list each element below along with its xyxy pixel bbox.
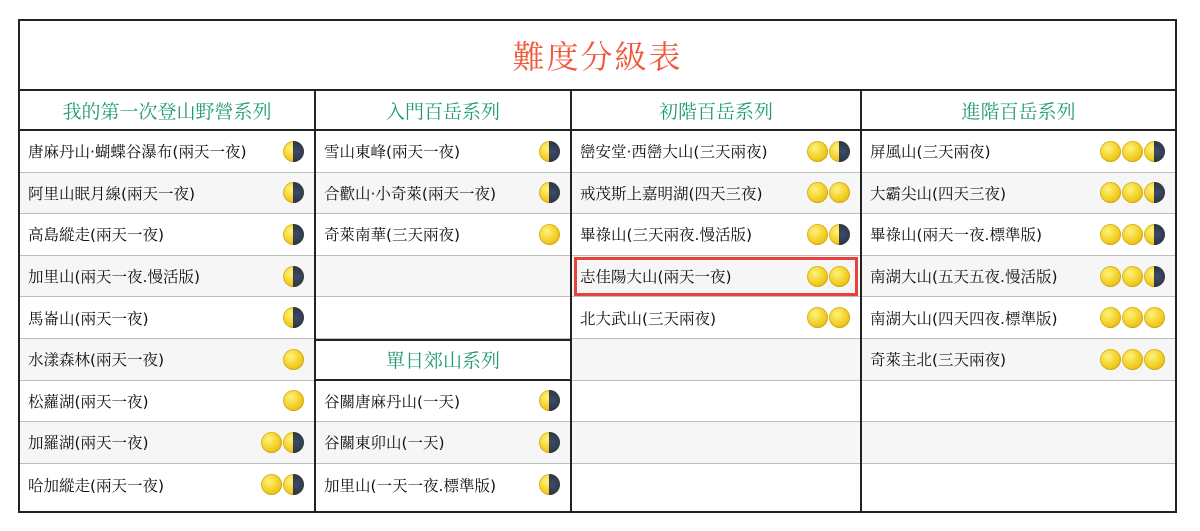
route-name: 加里山(一天一夜.標準版) xyxy=(324,476,497,495)
full-moon-icon xyxy=(807,224,828,245)
route-name: 加里山(兩天一夜.慢活版) xyxy=(28,268,201,287)
table-row xyxy=(316,131,570,173)
half-moon-icon xyxy=(283,474,304,495)
column-header: 我的第一次登山野營系列 xyxy=(20,91,314,131)
half-moon-icon xyxy=(283,182,304,203)
full-moon-icon xyxy=(1122,349,1143,370)
half-moon-icon xyxy=(1144,266,1165,287)
full-moon-icon xyxy=(1144,307,1165,328)
difficulty-rating xyxy=(283,266,314,287)
difficulty-rating xyxy=(807,307,860,328)
difficulty-rating xyxy=(283,141,314,162)
full-moon-icon xyxy=(1122,266,1143,287)
difficulty-rating xyxy=(539,474,570,495)
difficulty-rating xyxy=(283,182,314,203)
table-row xyxy=(316,214,570,256)
difficulty-table xyxy=(18,19,1177,513)
table-row xyxy=(862,173,1175,215)
route-name: 畢祿山(兩天一夜.標準版) xyxy=(870,226,1043,245)
full-moon-icon xyxy=(539,224,560,245)
full-moon-icon xyxy=(1100,182,1121,203)
route-name: 巒安堂·西巒大山(三天兩夜) xyxy=(580,143,768,162)
table-row xyxy=(862,256,1175,298)
half-moon-icon xyxy=(283,224,304,245)
route-name: 奇萊主北(三天兩夜) xyxy=(870,351,1007,370)
table-row xyxy=(862,214,1175,256)
page-title: 難度分級表 xyxy=(512,38,683,76)
difficulty-rating xyxy=(539,432,570,453)
column-junior-peaks xyxy=(570,91,860,513)
table-row xyxy=(862,297,1175,339)
table-row xyxy=(20,131,314,173)
full-moon-icon xyxy=(1100,141,1121,162)
table-row xyxy=(20,214,314,256)
empty-row xyxy=(316,297,570,339)
table-row xyxy=(20,381,314,423)
route-name: 合歡山·小奇萊(兩天一夜) xyxy=(324,184,497,203)
column-header: 初階百岳系列 xyxy=(572,91,860,131)
column-beginner-camping xyxy=(20,91,314,513)
half-moon-icon xyxy=(539,182,560,203)
half-moon-icon xyxy=(539,432,560,453)
difficulty-rating xyxy=(283,349,314,370)
difficulty-rating xyxy=(807,141,860,162)
difficulty-rating xyxy=(539,390,570,411)
route-name: 谷關唐麻丹山(一天) xyxy=(324,392,461,411)
half-moon-icon xyxy=(539,390,560,411)
empty-row xyxy=(572,339,860,381)
half-moon-icon xyxy=(283,432,304,453)
table-row xyxy=(20,256,314,298)
difficulty-rating xyxy=(1100,141,1175,162)
half-moon-icon xyxy=(829,141,850,162)
difficulty-rating xyxy=(283,224,314,245)
full-moon-icon xyxy=(1144,349,1165,370)
route-name: 哈加縱走(兩天一夜) xyxy=(28,476,165,495)
empty-row xyxy=(572,422,860,464)
difficulty-rating xyxy=(261,432,314,453)
route-name: 唐麻丹山·蝴蝶谷瀑布(兩天一夜) xyxy=(28,143,247,162)
difficulty-rating xyxy=(1100,307,1175,328)
column-header: 入門百岳系列 xyxy=(316,91,570,131)
column-header: 進階百岳系列 xyxy=(862,91,1175,131)
full-moon-icon xyxy=(829,182,850,203)
table-row xyxy=(572,297,860,339)
route-name: 大霸尖山(四天三夜) xyxy=(870,184,1007,203)
route-name: 阿里山眠月線(兩天一夜) xyxy=(28,184,196,203)
table-row xyxy=(20,422,314,464)
section-subheader: 單日郊山系列 xyxy=(316,339,570,381)
route-name: 屏風山(三天兩夜) xyxy=(870,143,991,162)
difficulty-rating xyxy=(539,182,570,203)
table-row xyxy=(20,297,314,339)
full-moon-icon xyxy=(261,432,282,453)
full-moon-icon xyxy=(829,266,850,287)
full-moon-icon xyxy=(1100,266,1121,287)
table-row xyxy=(316,464,570,506)
full-moon-icon xyxy=(1122,307,1143,328)
table-row xyxy=(572,214,860,256)
full-moon-icon xyxy=(1122,141,1143,162)
table-row xyxy=(316,422,570,464)
full-moon-icon xyxy=(829,307,850,328)
difficulty-rating xyxy=(1100,224,1175,245)
route-name: 奇萊南華(三天兩夜) xyxy=(324,226,461,245)
difficulty-rating xyxy=(539,224,570,245)
difficulty-rating xyxy=(1100,349,1175,370)
empty-row xyxy=(862,381,1175,423)
full-moon-icon xyxy=(261,474,282,495)
full-moon-icon xyxy=(1100,224,1121,245)
table-row xyxy=(862,131,1175,173)
route-name: 雪山東峰(兩天一夜) xyxy=(324,143,461,162)
table-row xyxy=(316,173,570,215)
half-moon-icon xyxy=(829,224,850,245)
full-moon-icon xyxy=(1100,307,1121,328)
route-name: 南湖大山(五天五夜.慢活版) xyxy=(870,268,1058,287)
table-row xyxy=(20,464,314,506)
half-moon-icon xyxy=(1144,141,1165,162)
empty-row xyxy=(572,464,860,506)
difficulty-rating xyxy=(807,182,860,203)
difficulty-rating xyxy=(283,390,314,411)
difficulty-rating xyxy=(261,474,314,495)
table-row xyxy=(572,256,860,298)
full-moon-icon xyxy=(283,390,304,411)
route-name: 加羅湖(兩天一夜) xyxy=(28,434,149,453)
table-row xyxy=(20,339,314,381)
route-name: 志佳陽大山(兩天一夜) xyxy=(580,268,732,287)
full-moon-icon xyxy=(1122,182,1143,203)
column-advanced-peaks xyxy=(860,91,1175,513)
empty-row xyxy=(862,422,1175,464)
table-row xyxy=(316,381,570,423)
route-name: 高島縱走(兩天一夜) xyxy=(28,226,165,245)
difficulty-rating xyxy=(1100,182,1175,203)
full-moon-icon xyxy=(283,349,304,370)
route-name: 北大武山(三天兩夜) xyxy=(580,309,717,328)
route-name: 戒茂斯上嘉明湖(四天三夜) xyxy=(580,184,763,203)
route-name: 南湖大山(四天四夜.標準版) xyxy=(870,309,1058,328)
half-moon-icon xyxy=(283,141,304,162)
empty-row xyxy=(316,256,570,298)
table-row xyxy=(20,173,314,215)
table-row xyxy=(862,339,1175,381)
half-moon-icon xyxy=(283,266,304,287)
full-moon-icon xyxy=(1122,224,1143,245)
title-row xyxy=(20,21,1175,91)
difficulty-rating xyxy=(283,307,314,328)
full-moon-icon xyxy=(807,141,828,162)
difficulty-rating xyxy=(1100,266,1175,287)
full-moon-icon xyxy=(807,307,828,328)
full-moon-icon xyxy=(807,182,828,203)
half-moon-icon xyxy=(539,474,560,495)
route-name: 馬崙山(兩天一夜) xyxy=(28,309,149,328)
half-moon-icon xyxy=(1144,224,1165,245)
difficulty-rating xyxy=(539,141,570,162)
empty-row xyxy=(862,464,1175,506)
route-name: 谷關東卯山(一天) xyxy=(324,434,445,453)
table-row xyxy=(572,173,860,215)
table-row xyxy=(572,131,860,173)
column-intro-peaks xyxy=(314,91,570,513)
route-name: 畢祿山(三天兩夜.慢活版) xyxy=(580,226,753,245)
difficulty-rating xyxy=(807,266,860,287)
empty-row xyxy=(572,381,860,423)
route-name: 松蘿湖(兩天一夜) xyxy=(28,392,149,411)
route-name: 水漾森林(兩天一夜) xyxy=(28,351,165,370)
half-moon-icon xyxy=(539,141,560,162)
half-moon-icon xyxy=(1144,182,1165,203)
full-moon-icon xyxy=(807,266,828,287)
full-moon-icon xyxy=(1100,349,1121,370)
difficulty-rating xyxy=(807,224,860,245)
half-moon-icon xyxy=(283,307,304,328)
